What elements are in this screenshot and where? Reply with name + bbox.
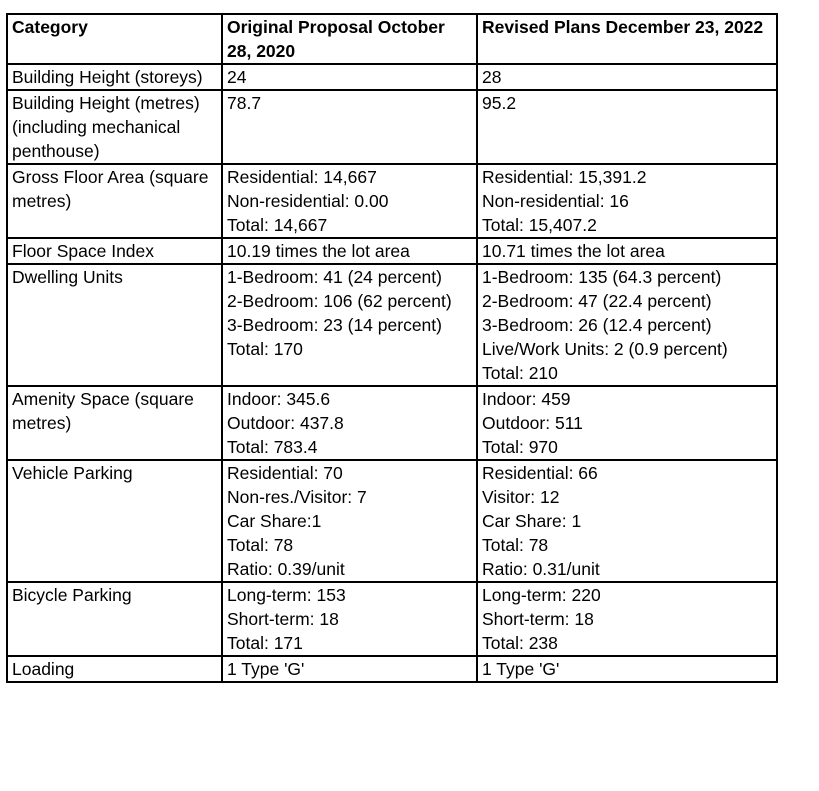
- revised-cell: [477, 386, 777, 460]
- original-value-line: Non-residential: 0.00: [227, 191, 389, 211]
- original-value-line: Total: 171: [227, 633, 303, 653]
- table-row: [7, 386, 777, 460]
- original-value-line: 1 Type 'G': [227, 659, 305, 679]
- revised-value-line: 10.71 times the lot area: [482, 241, 665, 261]
- revised-value-line: Total: 210: [482, 363, 558, 383]
- category-cell: Gross Floor Area (square metres): [7, 164, 222, 238]
- revised-value-line: Total: 238: [482, 633, 558, 653]
- category-cell: Dwelling Units: [7, 264, 222, 386]
- original-cell: [222, 582, 477, 656]
- revised-cell: [477, 238, 777, 264]
- revised-value-line: 1 Type 'G': [482, 659, 560, 679]
- revised-value-line: Outdoor: 511: [482, 413, 583, 433]
- original-value-line: 2-Bedroom: 106 (62 percent): [227, 291, 452, 311]
- revised-value-line: Residential: 66: [482, 463, 598, 483]
- revised-cell: [477, 164, 777, 238]
- table-header-row: [7, 14, 777, 64]
- original-value-line: Total: 170: [227, 339, 303, 359]
- original-cell: [222, 164, 477, 238]
- table-row: [7, 64, 777, 90]
- header-category: Category: [7, 14, 222, 64]
- revised-value-line: 95.2: [482, 93, 517, 113]
- original-value-line: Total: 783.4: [227, 437, 318, 457]
- revised-value-line: Short-term: 18: [482, 609, 594, 629]
- original-cell: [222, 264, 477, 386]
- table-row: [7, 582, 777, 656]
- category-cell: Building Height (storeys): [7, 64, 222, 90]
- original-value-line: Total: 78: [227, 535, 294, 555]
- original-cell: [222, 386, 477, 460]
- revised-value-line: Total: 15,407.2: [482, 215, 597, 235]
- original-value-line: Short-term: 18: [227, 609, 339, 629]
- revised-cell: [477, 64, 777, 90]
- revised-value-line: Live/Work Units: 2 (0.9 percent): [482, 339, 728, 359]
- revised-value-line: 3-Bedroom: 26 (12.4 percent): [482, 315, 712, 335]
- original-value-line: Residential: 14,667: [227, 167, 377, 187]
- original-cell: [222, 90, 477, 164]
- original-value-line: Outdoor: 437.8: [227, 413, 344, 433]
- original-cell: [222, 656, 477, 682]
- revised-value-line: Total: 970: [482, 437, 558, 457]
- original-value-line: 78.7: [227, 93, 262, 113]
- revised-value-line: Non-residential: 16: [482, 191, 629, 211]
- revised-cell: [477, 656, 777, 682]
- category-cell: Floor Space Index: [7, 238, 222, 264]
- revised-value-line: Car Share: 1: [482, 511, 582, 531]
- original-value-line: 24: [227, 67, 247, 87]
- original-value-line: Ratio: 0.39/unit: [227, 559, 345, 579]
- original-value-line: Non-res./Visitor: 7: [227, 487, 367, 507]
- revised-value-line: Long-term: 220: [482, 585, 601, 605]
- original-value-line: Long-term: 153: [227, 585, 346, 605]
- revised-value-line: Visitor: 12: [482, 487, 560, 507]
- table-row: [7, 460, 777, 582]
- table-row: [7, 90, 777, 164]
- revised-value-line: 1-Bedroom: 135 (64.3 percent): [482, 267, 722, 287]
- header-original-proposal: Original Proposal October 28, 2020: [222, 14, 477, 64]
- original-value-line: Indoor: 345.6: [227, 389, 331, 409]
- category-cell: Loading: [7, 656, 222, 682]
- category-cell: Vehicle Parking: [7, 460, 222, 582]
- original-cell: [222, 460, 477, 582]
- original-value-line: 10.19 times the lot area: [227, 241, 410, 261]
- table-row: [7, 264, 777, 386]
- revised-value-line: Total: 78: [482, 535, 549, 555]
- original-value-line: Car Share:1: [227, 511, 322, 531]
- revised-value-line: 2-Bedroom: 47 (22.4 percent): [482, 291, 712, 311]
- revised-cell: [477, 264, 777, 386]
- original-value-line: 1-Bedroom: 41 (24 percent): [227, 267, 442, 287]
- revised-value-line: Ratio: 0.31/unit: [482, 559, 600, 579]
- comparison-table: [6, 13, 778, 683]
- category-cell: Building Height (metres) (including mechanical penthouse): [7, 90, 222, 164]
- header-revised-plans: Revised Plans December 23, 2022: [477, 14, 777, 64]
- revised-cell: [477, 460, 777, 582]
- original-value-line: Residential: 70: [227, 463, 343, 483]
- revised-value-line: Indoor: 459: [482, 389, 571, 409]
- category-cell: Amenity Space (square metres): [7, 386, 222, 460]
- table-row: [7, 164, 777, 238]
- original-value-line: 3-Bedroom: 23 (14 percent): [227, 315, 442, 335]
- original-cell: [222, 64, 477, 90]
- revised-value-line: 28: [482, 67, 502, 87]
- revised-cell: [477, 582, 777, 656]
- table-body: [7, 64, 777, 682]
- comparison-table-container: [6, 13, 778, 683]
- table-row: [7, 238, 777, 264]
- original-value-line: Total: 14,667: [227, 215, 328, 235]
- original-cell: [222, 238, 477, 264]
- category-cell: Bicycle Parking: [7, 582, 222, 656]
- revised-value-line: Residential: 15,391.2: [482, 167, 647, 187]
- revised-cell: [477, 90, 777, 164]
- table-row: [7, 656, 777, 682]
